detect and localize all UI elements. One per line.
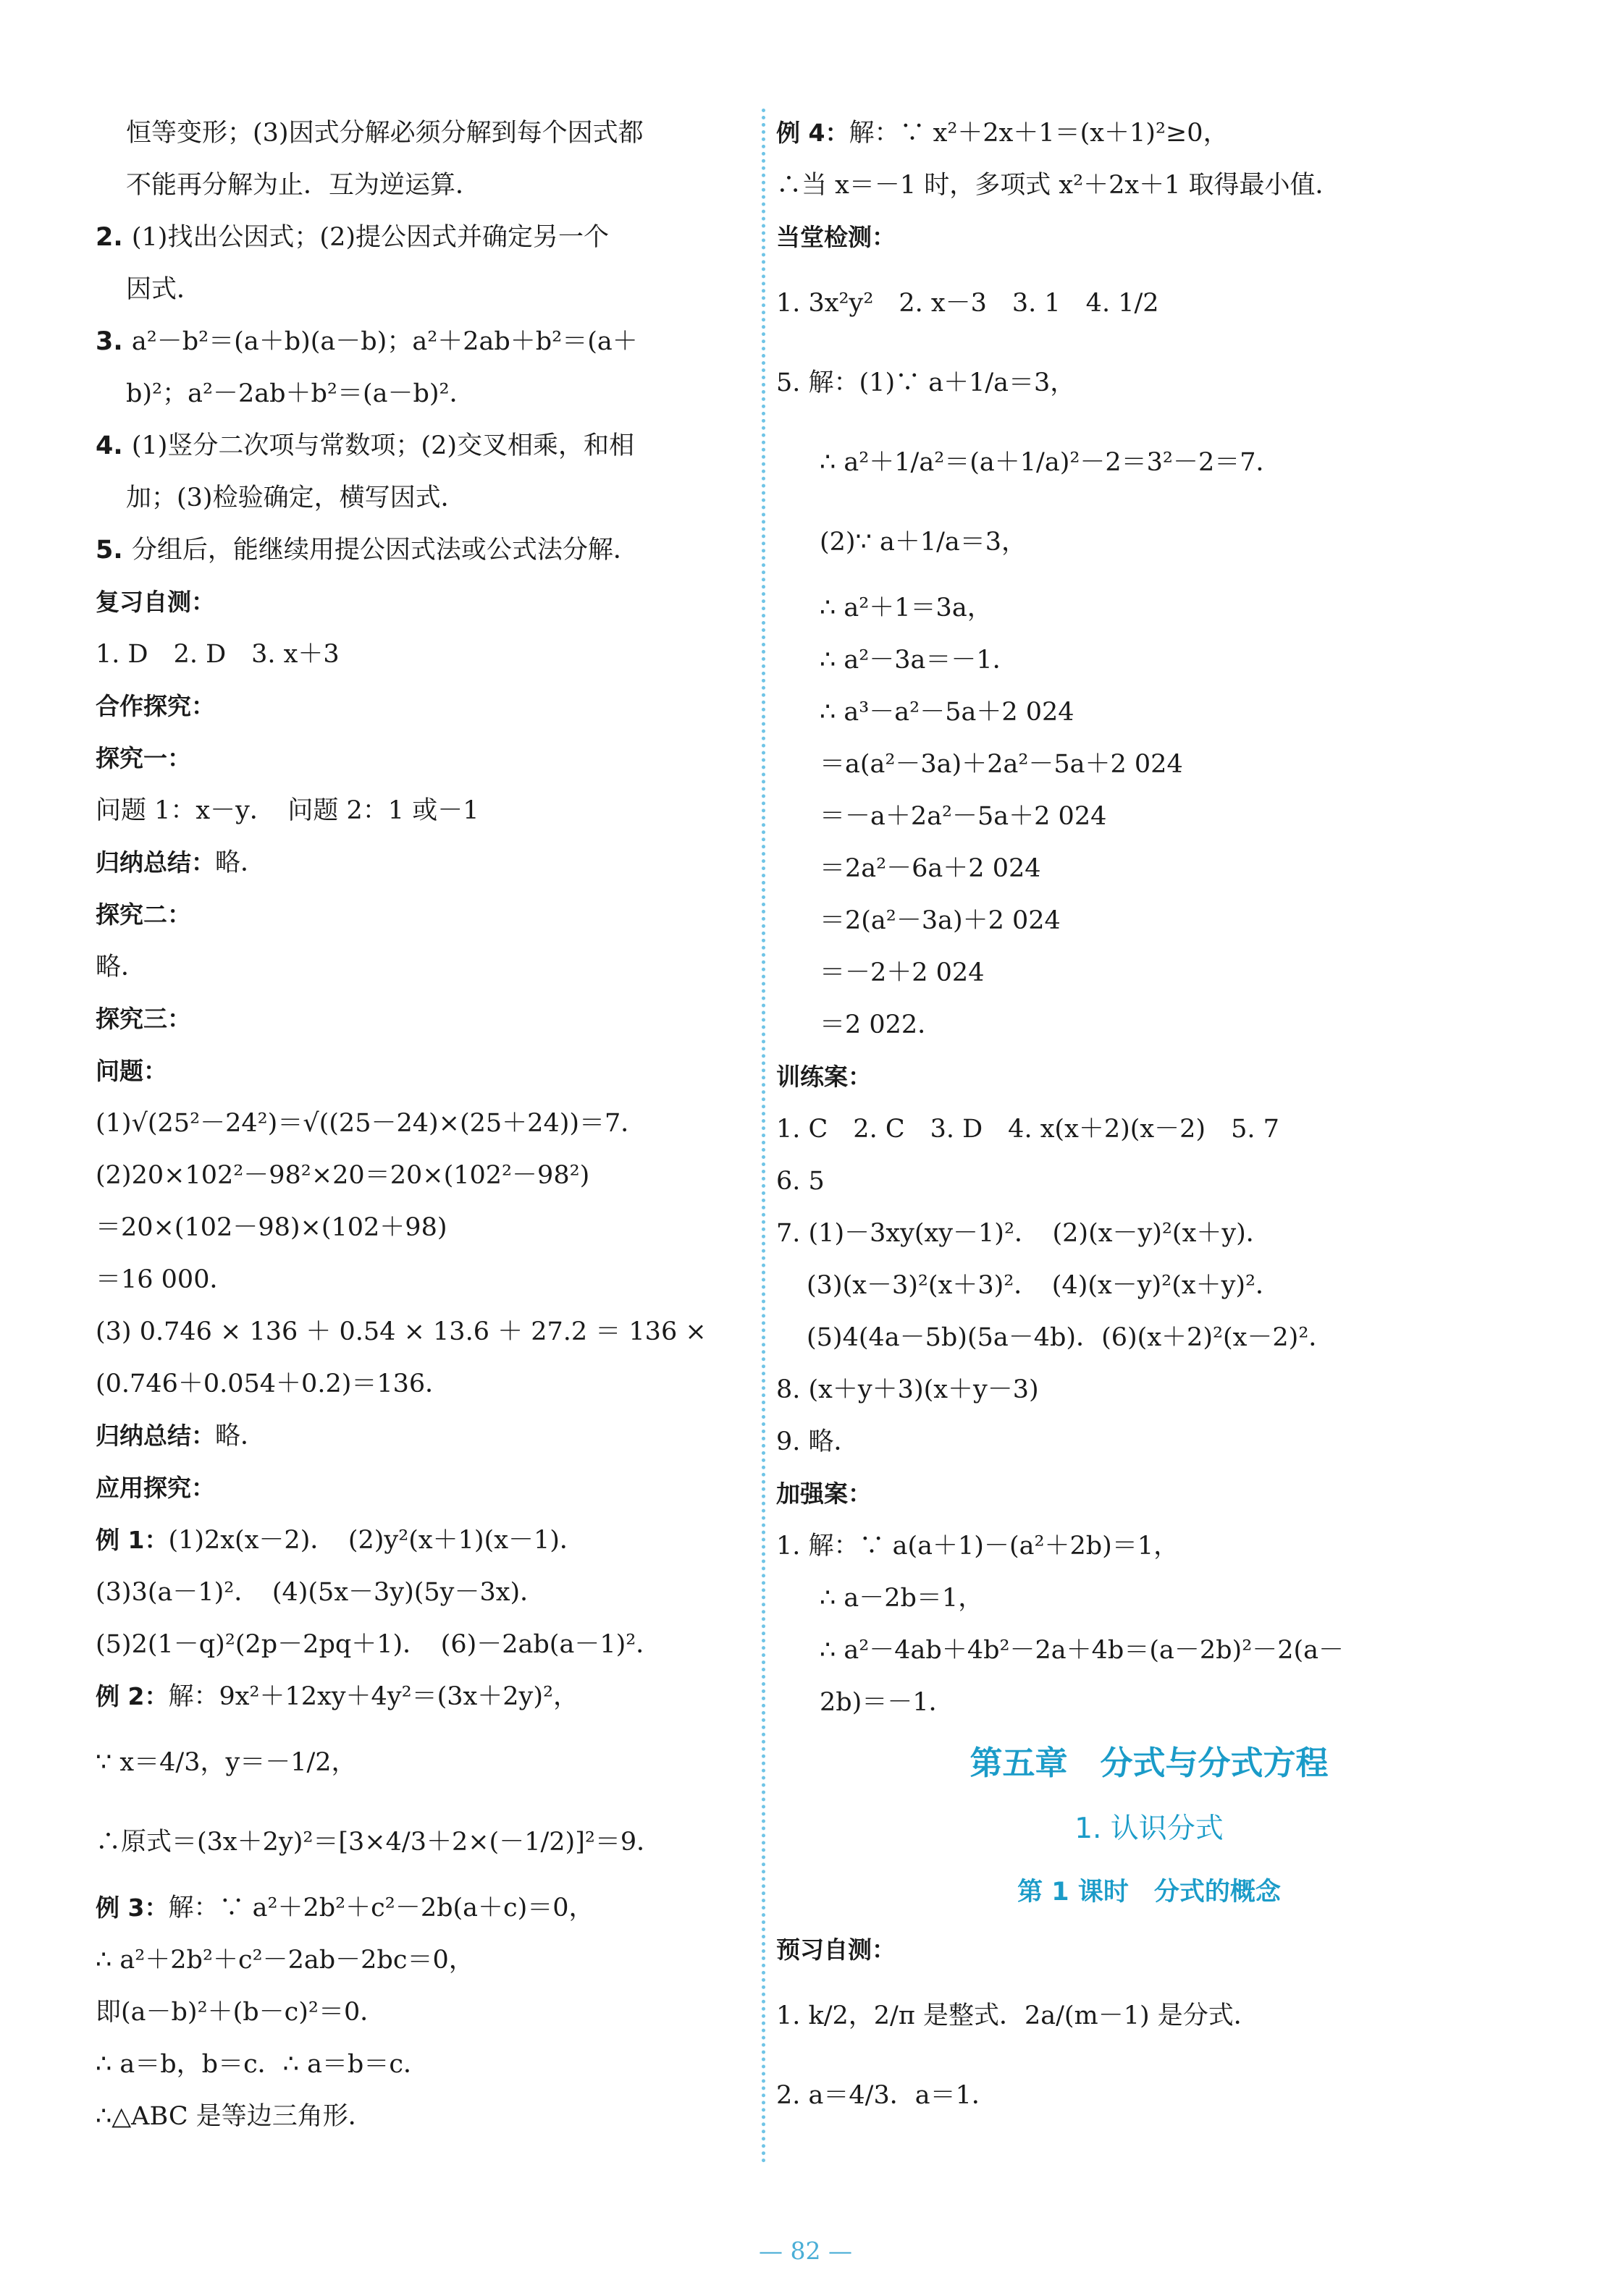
answer-line xyxy=(776,843,1522,895)
answer-line xyxy=(96,1306,747,1358)
section-heading: 归纳总结： xyxy=(96,1422,215,1450)
answer-line xyxy=(96,837,747,889)
answer-line xyxy=(96,316,747,368)
answer-text: b)²；a²－2ab＋b²＝(a－b)²． xyxy=(126,379,475,408)
answer-text: 解：∵ a²＋2b²＋c²－2b(a＋c)＝0， xyxy=(168,1894,594,1923)
answer-text: (5)2(1－q)²(2p－2pq＋1)． (6)－2ab(a－1)²． xyxy=(96,1630,662,1659)
chapter-title: 第五章 分式与分式方程 xyxy=(969,1744,1329,1782)
answer-text: (3)(x－3)²(x＋3)²． (4)(x－y)²(x＋y)²． xyxy=(807,1271,1282,1300)
answer-line xyxy=(776,1976,1522,2056)
answer-text: ∴ a²＋1＝3a， xyxy=(820,594,993,622)
answer-line xyxy=(96,733,747,785)
answer-line xyxy=(96,1410,747,1462)
answer-line xyxy=(776,1416,1522,1468)
answer-line xyxy=(776,159,1522,211)
answer-text: 8. (x＋y＋3)(x＋y－3) xyxy=(776,1375,1039,1404)
answer-text: (0.746＋0.054＋0.2)＝136． xyxy=(96,1369,451,1398)
answer-line xyxy=(96,628,747,680)
answer-line xyxy=(96,1462,747,1514)
answer-text: (1)竖分二次项与常数项；(2)交叉相乘，和相 xyxy=(131,431,635,460)
answer-text: ＝－a＋2a²－5a＋2 024 xyxy=(820,802,1107,831)
answer-line xyxy=(96,107,747,159)
answer-text: ∵ x＝4/3，y＝－1/2， xyxy=(96,1748,357,1777)
answer-text: (3) 0.746 × 136 ＋ 0.54 × 13.6 ＋ 27.2 ＝ 136 × xyxy=(96,1317,707,1346)
answer-line xyxy=(96,941,747,993)
section-heading: 训练案： xyxy=(776,1063,872,1091)
column-divider xyxy=(762,109,765,2164)
answer-line xyxy=(96,1149,747,1202)
answer-line xyxy=(96,785,747,837)
answer-text: ∴原式＝(3x＋2y)²＝[3×4/3＋2×(－1/2)]²＝9． xyxy=(96,1828,663,1857)
answer-line xyxy=(96,889,747,941)
answer-text: 略． xyxy=(215,848,266,877)
item-number: 2. xyxy=(96,223,132,252)
answer-text: (5)4(4a－5b)(5a－4b)．(6)(x＋2)²(x－2)²． xyxy=(807,1323,1334,1352)
answer-text: (1)2x(x－2)． (2)y²(x＋1)(x－1)． xyxy=(168,1526,585,1555)
answer-line xyxy=(96,524,747,576)
page-number: — 82 — xyxy=(759,2237,852,2265)
section-heading: 归纳总结： xyxy=(96,848,215,877)
answer-text: ＝2(a²－3a)＋2 024 xyxy=(820,906,1061,935)
answer-text: 加；(3)检验确定，横写因式． xyxy=(126,484,466,512)
answer-text: 分组后，能继续用提公因式法或公式法分解． xyxy=(131,536,639,565)
answer-line xyxy=(776,107,1522,159)
section-heading: 例 3： xyxy=(96,1894,169,1922)
answer-line xyxy=(96,576,747,628)
answer-text: 1. k/2，2/π 是整式．2a/(m－1) 是分式． xyxy=(776,2001,1259,2030)
answer-text: ∴ a²＋2b²＋c²－2ab－2bc＝0， xyxy=(96,1946,474,1975)
answer-text: ∴ a²＋1/a²＝(a＋1/a)²－2＝3²－2＝7． xyxy=(820,448,1282,477)
section-heading: 探究一： xyxy=(96,744,191,772)
section-heading: 探究二： xyxy=(96,900,191,929)
answer-line xyxy=(96,1097,747,1149)
answer-line xyxy=(776,1259,1522,1312)
answer-line xyxy=(96,1986,747,2038)
section-heading: 当堂检测： xyxy=(776,223,896,251)
item-number: 4. xyxy=(96,431,132,460)
section-heading: 例 1： xyxy=(96,1526,169,1554)
answer-line xyxy=(776,947,1522,999)
answer-text: 9. 略． xyxy=(776,1427,859,1456)
section-heading: 问题： xyxy=(96,1057,167,1085)
answer-text: 问题 1：x－y． 问题 2：1 或－1 xyxy=(96,796,479,825)
answer-line xyxy=(776,502,1522,582)
section-heading: 预习自测： xyxy=(776,1936,896,1964)
answer-line xyxy=(776,423,1522,502)
section-heading: 例 4： xyxy=(776,119,849,147)
answer-text: 略． xyxy=(215,1422,266,1451)
answer-text: ∴ a²－3a＝－1． xyxy=(820,646,1018,675)
answer-text: 解：9x²＋12xy＋4y²＝(3x＋2y)²， xyxy=(168,1682,579,1711)
answer-line xyxy=(96,1802,747,1882)
answer-line xyxy=(96,993,747,1045)
answer-line xyxy=(96,159,747,211)
answer-line xyxy=(96,1671,747,1723)
answer-text: 解：∵ x²＋2x＋1＝(x＋1)²≥0， xyxy=(849,119,1229,148)
answer-line xyxy=(776,895,1522,947)
answer-text: ∴ a＝b，b＝c．∴ a＝b＝c． xyxy=(96,2050,429,2079)
answer-line xyxy=(776,1207,1522,1259)
answer-line xyxy=(96,420,747,472)
answer-text: ＝2a²－6a＋2 024 xyxy=(820,854,1041,883)
answer-line xyxy=(96,211,747,263)
answer-text: 不能再分解为止．互为逆运算． xyxy=(126,171,481,200)
answer-line xyxy=(96,263,747,316)
answer-line xyxy=(776,1103,1522,1155)
answer-text: (1)√(25²－24²)＝√((25－24)×(25＋24))＝7． xyxy=(96,1109,647,1138)
section-title: 1. 认识分式 xyxy=(1074,1812,1224,1845)
answer-text: 1. 3x²y² 2. x－3 3. 1 4. 1/2 xyxy=(776,289,1159,318)
answer-text: a²－b²＝(a＋b)(a－b)；a²＋2ab＋b²＝(a＋ xyxy=(131,327,638,356)
answer-text: (1)找出公因式；(2)提公因式并确定另一个 xyxy=(131,223,610,252)
answer-line xyxy=(776,1468,1522,1520)
answer-text: ∴ a²－4ab＋4b²－2a＋4b＝(a－2b)²－2(a－ xyxy=(820,1636,1345,1665)
item-number: 3. xyxy=(96,327,132,356)
answer-line xyxy=(96,1618,747,1671)
answer-text: ∴ a－2b＝1， xyxy=(820,1584,984,1613)
answer-line xyxy=(776,1924,1522,1976)
answer-line xyxy=(776,2056,1522,2135)
answer-text: (3)3(a－1)²． (4)(5x－3y)(5y－3x)． xyxy=(96,1578,546,1607)
section-heading: 合作探究： xyxy=(96,692,215,720)
answer-text: 恒等变形；(3)因式分解必须分解到每个因式都 xyxy=(126,119,644,148)
answer-line xyxy=(96,1723,747,1802)
answer-text: 因式． xyxy=(126,275,203,304)
answer-line xyxy=(776,263,1522,343)
section-heading: 应用探究： xyxy=(96,1474,215,1502)
answer-text: ＝－2＋2 024 xyxy=(820,958,985,987)
answer-text: (2)∵ a＋1/a＝3， xyxy=(820,528,1027,557)
answer-line xyxy=(96,1882,747,1934)
answer-text: 即(a－b)²＋(b－c)²＝0． xyxy=(96,1998,386,2027)
answer-text: ∴△ABC 是等边三角形． xyxy=(96,2102,374,2131)
answer-text: 7. (1)－3xy(xy－1)²． (2)(x－y)²(x＋y)． xyxy=(776,1219,1271,1248)
answer-line xyxy=(96,1934,747,1986)
answer-line xyxy=(776,1051,1522,1103)
lesson-title: 第 1 课时 分式的概念 xyxy=(1017,1878,1281,1907)
answer-text: 略． xyxy=(96,953,147,982)
answer-line xyxy=(96,1045,747,1097)
answer-text: ＝20×(102－98)×(102＋98) xyxy=(96,1213,447,1242)
answer-text: 1. C 2. C 3. D 4. x(x＋2)(x－2) 5. 7 xyxy=(776,1115,1279,1144)
answer-line xyxy=(776,1572,1522,1624)
answer-text: 2. a＝4/3．a＝1． xyxy=(776,2081,997,2110)
answer-line xyxy=(96,2038,747,2090)
answer-line xyxy=(96,680,747,733)
answer-text: (2)20×102²－98²×20＝20×(102²－98²) xyxy=(96,1161,590,1190)
answer-text: ＝2 022． xyxy=(820,1010,943,1039)
answer-line xyxy=(776,1624,1522,1676)
right-column xyxy=(776,107,1522,2135)
answer-text: 5. 解：(1)∵ a＋1/a＝3， xyxy=(776,368,1076,397)
answer-text: ∴ a³－a²－5a＋2 024 xyxy=(820,698,1074,727)
answer-text: 1. D 2. D 3. x＋3 xyxy=(96,640,340,669)
answer-line xyxy=(776,634,1522,686)
answer-line xyxy=(776,1155,1522,1207)
answer-line xyxy=(776,738,1522,790)
answer-line xyxy=(96,472,747,524)
answer-line xyxy=(96,2090,747,2143)
item-number: 5. xyxy=(96,536,132,565)
answer-line xyxy=(776,686,1522,738)
answer-line xyxy=(776,1676,1522,1729)
answer-line xyxy=(96,368,747,420)
answer-text: ＝16 000． xyxy=(96,1265,235,1294)
section-heading: 加强案： xyxy=(776,1480,872,1508)
answer-line xyxy=(96,1254,747,1306)
answer-text: ∴当 x＝－1 时，多项式 x²＋2x＋1 取得最小值． xyxy=(776,171,1341,200)
answer-line xyxy=(776,999,1522,1051)
section-heading: 复习自测： xyxy=(96,588,215,616)
answer-line xyxy=(776,1520,1522,1572)
answer-line xyxy=(776,343,1522,423)
answer-line xyxy=(96,1514,747,1566)
answer-line xyxy=(96,1202,747,1254)
answer-line xyxy=(776,1312,1522,1364)
answer-line xyxy=(96,1358,747,1410)
answer-line xyxy=(776,582,1522,634)
answer-text: ＝a(a²－3a)＋2a²－5a＋2 024 xyxy=(820,750,1183,779)
answer-text: 1. 解：∵ a(a＋1)－(a²＋2b)＝1， xyxy=(776,1532,1179,1561)
answer-line xyxy=(96,1566,747,1618)
section-heading: 例 2： xyxy=(96,1682,169,1710)
answer-line xyxy=(776,790,1522,843)
section-heading: 探究三： xyxy=(96,1005,191,1033)
left-column xyxy=(96,107,747,2143)
answer-text: 6. 5 xyxy=(776,1167,825,1196)
answer-line xyxy=(776,1364,1522,1416)
answer-line xyxy=(776,211,1522,263)
answer-text: 2b)＝－1． xyxy=(820,1688,954,1717)
